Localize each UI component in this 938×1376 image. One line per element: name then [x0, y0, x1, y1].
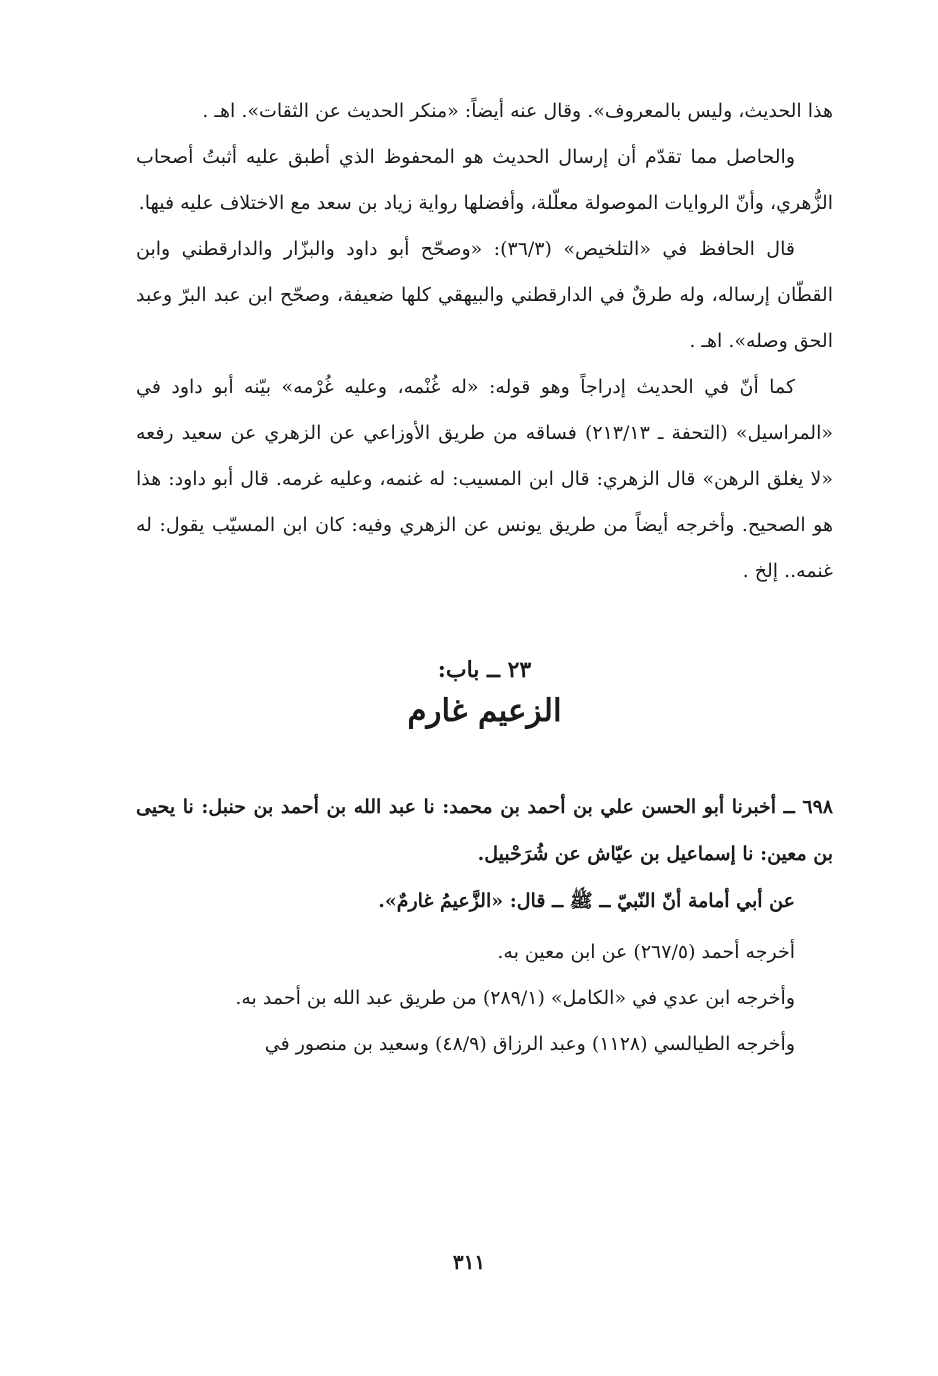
paragraph-4: كما أنّ في الحديث إدراجاً وهو قوله: «له غُنْمه، وعليه غُرْمه» بيّنه أبو داود في «المراسيل» (التحفة ـ ٢١٣/١٣) فساقه من طريق الأوزاعي عن الزهري عن سعيد رفعه «لا يغلق الرهن» قال الزهري: قال ابن المسيب: له غنمه، وعليه غرمه. قال أبو داود: هذا هو الصحيح. وأخرجه أيضاً من طريق يونس عن الزهري وفيه: كان ابن المسيّب يقول: له غنمه.. إلخ . — [136, 376, 833, 582]
takhrij-2: وأخرجه ابن عدي في «الكامل» (٢٨٩/١) من طريق عبد الله بن أحمد به. — [235, 987, 795, 1009]
book-page — [136, 88, 833, 1067]
paragraph-3: قال الحافظ في «التلخيص» (٣٦/٣): «وصحّح أبو داود والبزّار والدارقطني وابن القطّان إرساله، وله طرقٌ في الدارقطني والبيهقي كلها ضعيفة، وصحّح ابن عبد البرّ وعبد الحق وصله». اهـ . — [136, 238, 833, 352]
section-title: الزعيم غارم — [407, 693, 562, 729]
paragraph-1: هذا الحديث، وليس بالمعروف». وقال عنه أيضاً: «منكر الحديث عن الثقات». اهـ . — [202, 100, 833, 122]
page-number: ٣١١ — [452, 1250, 486, 1274]
takhrij-3: وأخرجه الطيالسي (١١٢٨) وعبد الرزاق (٤٨/٩) وسعيد بن منصور في — [264, 1033, 795, 1055]
hadith-text: عن أبي أمامة أنّ النّبيّ ــ ﷺ ــ قال: «الزَّعيمُ غارمٌ». — [378, 890, 795, 912]
section-heading — [136, 594, 833, 784]
section-number: ٢٣ ــ باب: — [437, 657, 532, 683]
paragraph-2: والحاصل مما تقدّم أن إرسال الحديث هو المحفوظ الذي أطبق عليه أثبتُ أصحاب الزُّهري، وأنّ الروايات الموصولة معلّلة، وأفضلها رواية زياد بن سعد مع الاختلاف عليه فيها. — [136, 146, 833, 214]
takhrij-1: أخرجه أحمد (٢٦٧/٥) عن ابن معين به. — [497, 941, 795, 963]
hadith-chain: ٦٩٨ ــ أخبرنا أبو الحسن علي بن أحمد بن محمد: نا عبد الله بن أحمد بن حنبل: نا يحيى بن معين: نا إسماعيل بن عيّاش عن شُرَحْبيل. — [136, 796, 833, 865]
